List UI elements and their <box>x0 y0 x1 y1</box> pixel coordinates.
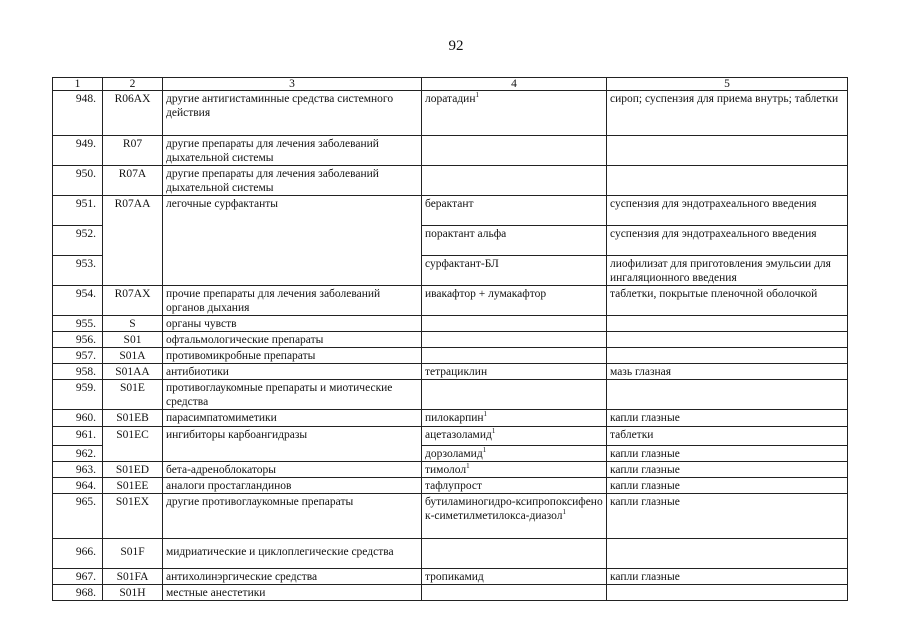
row-number: 965. <box>53 494 103 539</box>
row-number: 952. <box>53 226 103 256</box>
table-row <box>53 136 848 166</box>
group-name: ингибиторы карбоангидразы <box>163 427 422 462</box>
table-row <box>53 569 848 585</box>
dosage-form <box>607 380 848 410</box>
row-number: 960. <box>53 410 103 427</box>
drug-name <box>422 332 607 348</box>
atc-code: S01 <box>103 332 163 348</box>
table-row <box>53 286 848 316</box>
atc-code: S01F <box>103 539 163 569</box>
drug-name: берактант <box>422 196 607 226</box>
drug-name: тропикамид <box>422 569 607 585</box>
row-number: 948. <box>53 91 103 136</box>
table-row <box>53 478 848 494</box>
dosage-form: суспензия для эндотрахеального введения <box>607 196 848 226</box>
drug-name: тафлупрост <box>422 478 607 494</box>
atc-code: S01AA <box>103 364 163 380</box>
table-row <box>53 427 848 446</box>
group-name: антихолинэргические средства <box>163 569 422 585</box>
dosage-form: мазь глазная <box>607 364 848 380</box>
table-row <box>53 410 848 427</box>
group-name: другие антигистаминные средства системного действия <box>163 91 422 136</box>
row-number: 963. <box>53 462 103 478</box>
dosage-form <box>607 166 848 196</box>
dosage-form <box>607 316 848 332</box>
footnote-mark: 1 <box>483 410 488 419</box>
dosage-form: лиофилизат для приготовления эмульсии для ингаляционного введения <box>607 256 848 286</box>
atc-code: R07 <box>103 136 163 166</box>
dosage-form: капли глазные <box>607 569 848 585</box>
atc-code: S01E <box>103 380 163 410</box>
row-number: 962. <box>53 446 103 462</box>
table-row <box>53 585 848 601</box>
atc-code: S <box>103 316 163 332</box>
group-name: легочные сурфактанты <box>163 196 422 286</box>
group-name: парасимпатомиметики <box>163 410 422 427</box>
footnote-mark: 1 <box>475 91 479 100</box>
dosage-form: таблетки, покрытые пленочной оболочкой <box>607 286 848 316</box>
group-name: органы чувств <box>163 316 422 332</box>
atc-code: S01EC <box>103 427 163 462</box>
table-row <box>53 539 848 569</box>
group-name: противомикробные препараты <box>163 348 422 364</box>
row-number: 966. <box>53 539 103 569</box>
table-row <box>53 332 848 348</box>
atc-code: S01EE <box>103 478 163 494</box>
dosage-form: сироп; суспензия для приема внутрь; таблетки <box>607 91 848 136</box>
footnote-mark: 1 <box>562 508 566 517</box>
dosage-form <box>607 585 848 601</box>
dosage-form <box>607 332 848 348</box>
table-row <box>53 364 848 380</box>
table-row <box>53 166 848 196</box>
row-number: 956. <box>53 332 103 348</box>
drug-name: ацетазоламид$^1$ <box>422 427 607 446</box>
table-row <box>53 348 848 364</box>
table-row <box>53 380 848 410</box>
atc-code: S01EX <box>103 494 163 539</box>
table-row <box>53 196 848 226</box>
drug-name: бутиламиногидро-ксипропоксифенок-симетилметилокса-диазол$^1$ <box>422 494 607 539</box>
row-number: 964. <box>53 478 103 494</box>
group-name: аналоги простагландинов <box>163 478 422 494</box>
atc-code: S01FA <box>103 569 163 585</box>
table-row <box>53 462 848 478</box>
atc-code: S01A <box>103 348 163 364</box>
row-number: 951. <box>53 196 103 226</box>
drug-name <box>422 539 607 569</box>
table-row <box>53 91 848 136</box>
drug-name: лоратадин$^1$ <box>422 91 607 136</box>
dosage-form: капли глазные <box>607 410 848 427</box>
drug-table <box>52 77 848 601</box>
drug-name <box>422 136 607 166</box>
atc-code: S01H <box>103 585 163 601</box>
drug-name: сурфактант-БЛ <box>422 256 607 286</box>
header-cell: 3 <box>163 78 422 91</box>
drug-name: пилокарпин$^1$ <box>422 410 607 427</box>
group-name: другие препараты для лечения заболеваний дыхательной системы <box>163 136 422 166</box>
footnote-mark: 1 <box>491 427 496 436</box>
group-name: местные анестетики <box>163 585 422 601</box>
row-number: 967. <box>53 569 103 585</box>
drug-name: тимолол$^1$ <box>422 462 607 478</box>
header-cell: 4 <box>422 78 607 91</box>
group-name: бета-адреноблокаторы <box>163 462 422 478</box>
drug-name <box>422 380 607 410</box>
drug-name: дорзоламид$^1$ <box>422 446 607 462</box>
group-name: антибиотики <box>163 364 422 380</box>
row-number: 953. <box>53 256 103 286</box>
drug-name <box>422 316 607 332</box>
table-header-row <box>53 78 848 91</box>
drug-name: тетрациклин <box>422 364 607 380</box>
group-name: офтальмологические препараты <box>163 332 422 348</box>
row-number: 958. <box>53 364 103 380</box>
row-number: 957. <box>53 348 103 364</box>
dosage-form: таблетки <box>607 427 848 446</box>
row-number: 949. <box>53 136 103 166</box>
table-row <box>53 494 848 539</box>
row-number: 959. <box>53 380 103 410</box>
dosage-form: суспензия для эндотрахеального введения <box>607 226 848 256</box>
drug-name: ивакафтор + лумакафтор <box>422 286 607 316</box>
group-name: другие противоглаукомные препараты <box>163 494 422 539</box>
drug-name <box>422 585 607 601</box>
drug-name <box>422 348 607 364</box>
page-number: 92 <box>448 38 464 54</box>
row-number: 968. <box>53 585 103 601</box>
atc-code: R07A <box>103 166 163 196</box>
footnote-mark: 1 <box>482 446 487 455</box>
atc-code: R06AX <box>103 91 163 136</box>
atc-code: S01ED <box>103 462 163 478</box>
dosage-form: капли глазные <box>607 494 848 539</box>
dosage-form: капли глазные <box>607 446 848 462</box>
group-name: противоглаукомные препараты и миотические средства <box>163 380 422 410</box>
drug-name: порактант альфа <box>422 226 607 256</box>
dosage-form <box>607 348 848 364</box>
header-cell: 2 <box>103 78 163 91</box>
header-cell: 5 <box>607 78 848 91</box>
dosage-form <box>607 539 848 569</box>
footnote-mark: 1 <box>466 462 470 471</box>
group-name: другие препараты для лечения заболеваний дыхательной системы <box>163 166 422 196</box>
group-name: прочие препараты для лечения заболеваний органов дыхания <box>163 286 422 316</box>
row-number: 955. <box>53 316 103 332</box>
dosage-form: капли глазные <box>607 462 848 478</box>
atc-code: S01EB <box>103 410 163 427</box>
dosage-form: капли глазные <box>607 478 848 494</box>
row-number: 954. <box>53 286 103 316</box>
row-number: 961. <box>53 427 103 446</box>
header-cell: 1 <box>53 78 103 91</box>
atc-code: R07AX <box>103 286 163 316</box>
drug-name <box>422 166 607 196</box>
group-name: мидриатические и циклоплегические средства <box>163 539 422 569</box>
table-row <box>53 316 848 332</box>
row-number: 950. <box>53 166 103 196</box>
dosage-form <box>607 136 848 166</box>
atc-code: R07AA <box>103 196 163 286</box>
